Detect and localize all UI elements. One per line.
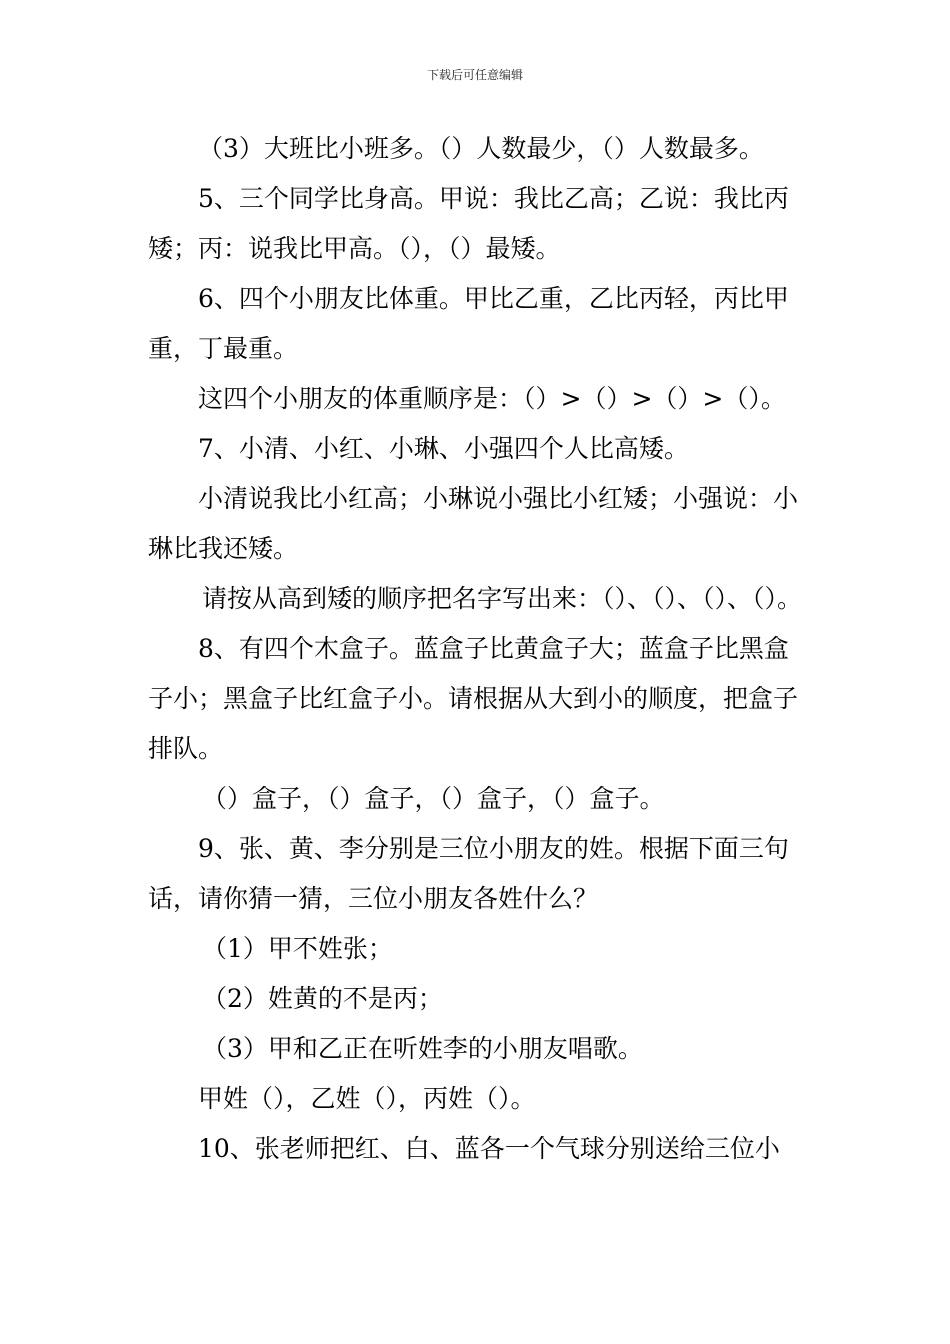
page-header: 下载后可任意编辑: [426, 68, 523, 82]
paragraph: 这四个小朋友的体重顺序是：（）>（）>（）>（）。: [198, 384, 786, 413]
paragraph: 请按从高到矮的顺序把名字写出来：（）、（）、（）、（）。: [202, 584, 803, 613]
paragraph: 9、张、黄、李分别是三位小朋友的姓。根据下面三句话，请你猜一猜，三位小朋友各姓什么？: [148, 834, 789, 913]
paragraph: （2）姓黄的不是丙；: [202, 984, 443, 1013]
paragraph: 6、四个小朋友比体重。甲比乙重，乙比丙轻，丙比甲重，丁最重。: [148, 284, 789, 363]
paragraph: 甲姓（），乙姓（），丙姓（）。: [198, 1084, 536, 1113]
paragraph: 7、小清、小红、小琳、小强四个人比高矮。: [198, 434, 689, 463]
paragraph: 小清说我比小红高；小琳说小强比小红矮；小强说：小琳比我还矮。: [148, 484, 799, 563]
document-body: [148, 124, 808, 1174]
paragraph: （3）大班比小班多。（）人数最少，（）人数最多。: [198, 134, 764, 163]
paragraph: 5、三个同学比身高。甲说：我比乙高；乙说：我比丙矮；丙：说我比甲高。（），（）最矮。: [148, 184, 789, 263]
paragraph: （）盒子，（）盒子，（）盒子，（）盒子。: [202, 784, 665, 813]
paragraph: 8、有四个木盒子。蓝盒子比黄盒子大；蓝盒子比黑盒子小；黑盒子比红盒子小。请根据从大到小的顺度，把盒子排队。: [148, 634, 799, 763]
paragraph: （1）甲不姓张；: [202, 934, 393, 963]
paragraph: 10、张老师把红、白、蓝各一个气球分别送给三位小: [198, 1134, 780, 1163]
paragraph: （3）甲和乙正在听姓李的小朋友唱歌。: [202, 1034, 643, 1063]
